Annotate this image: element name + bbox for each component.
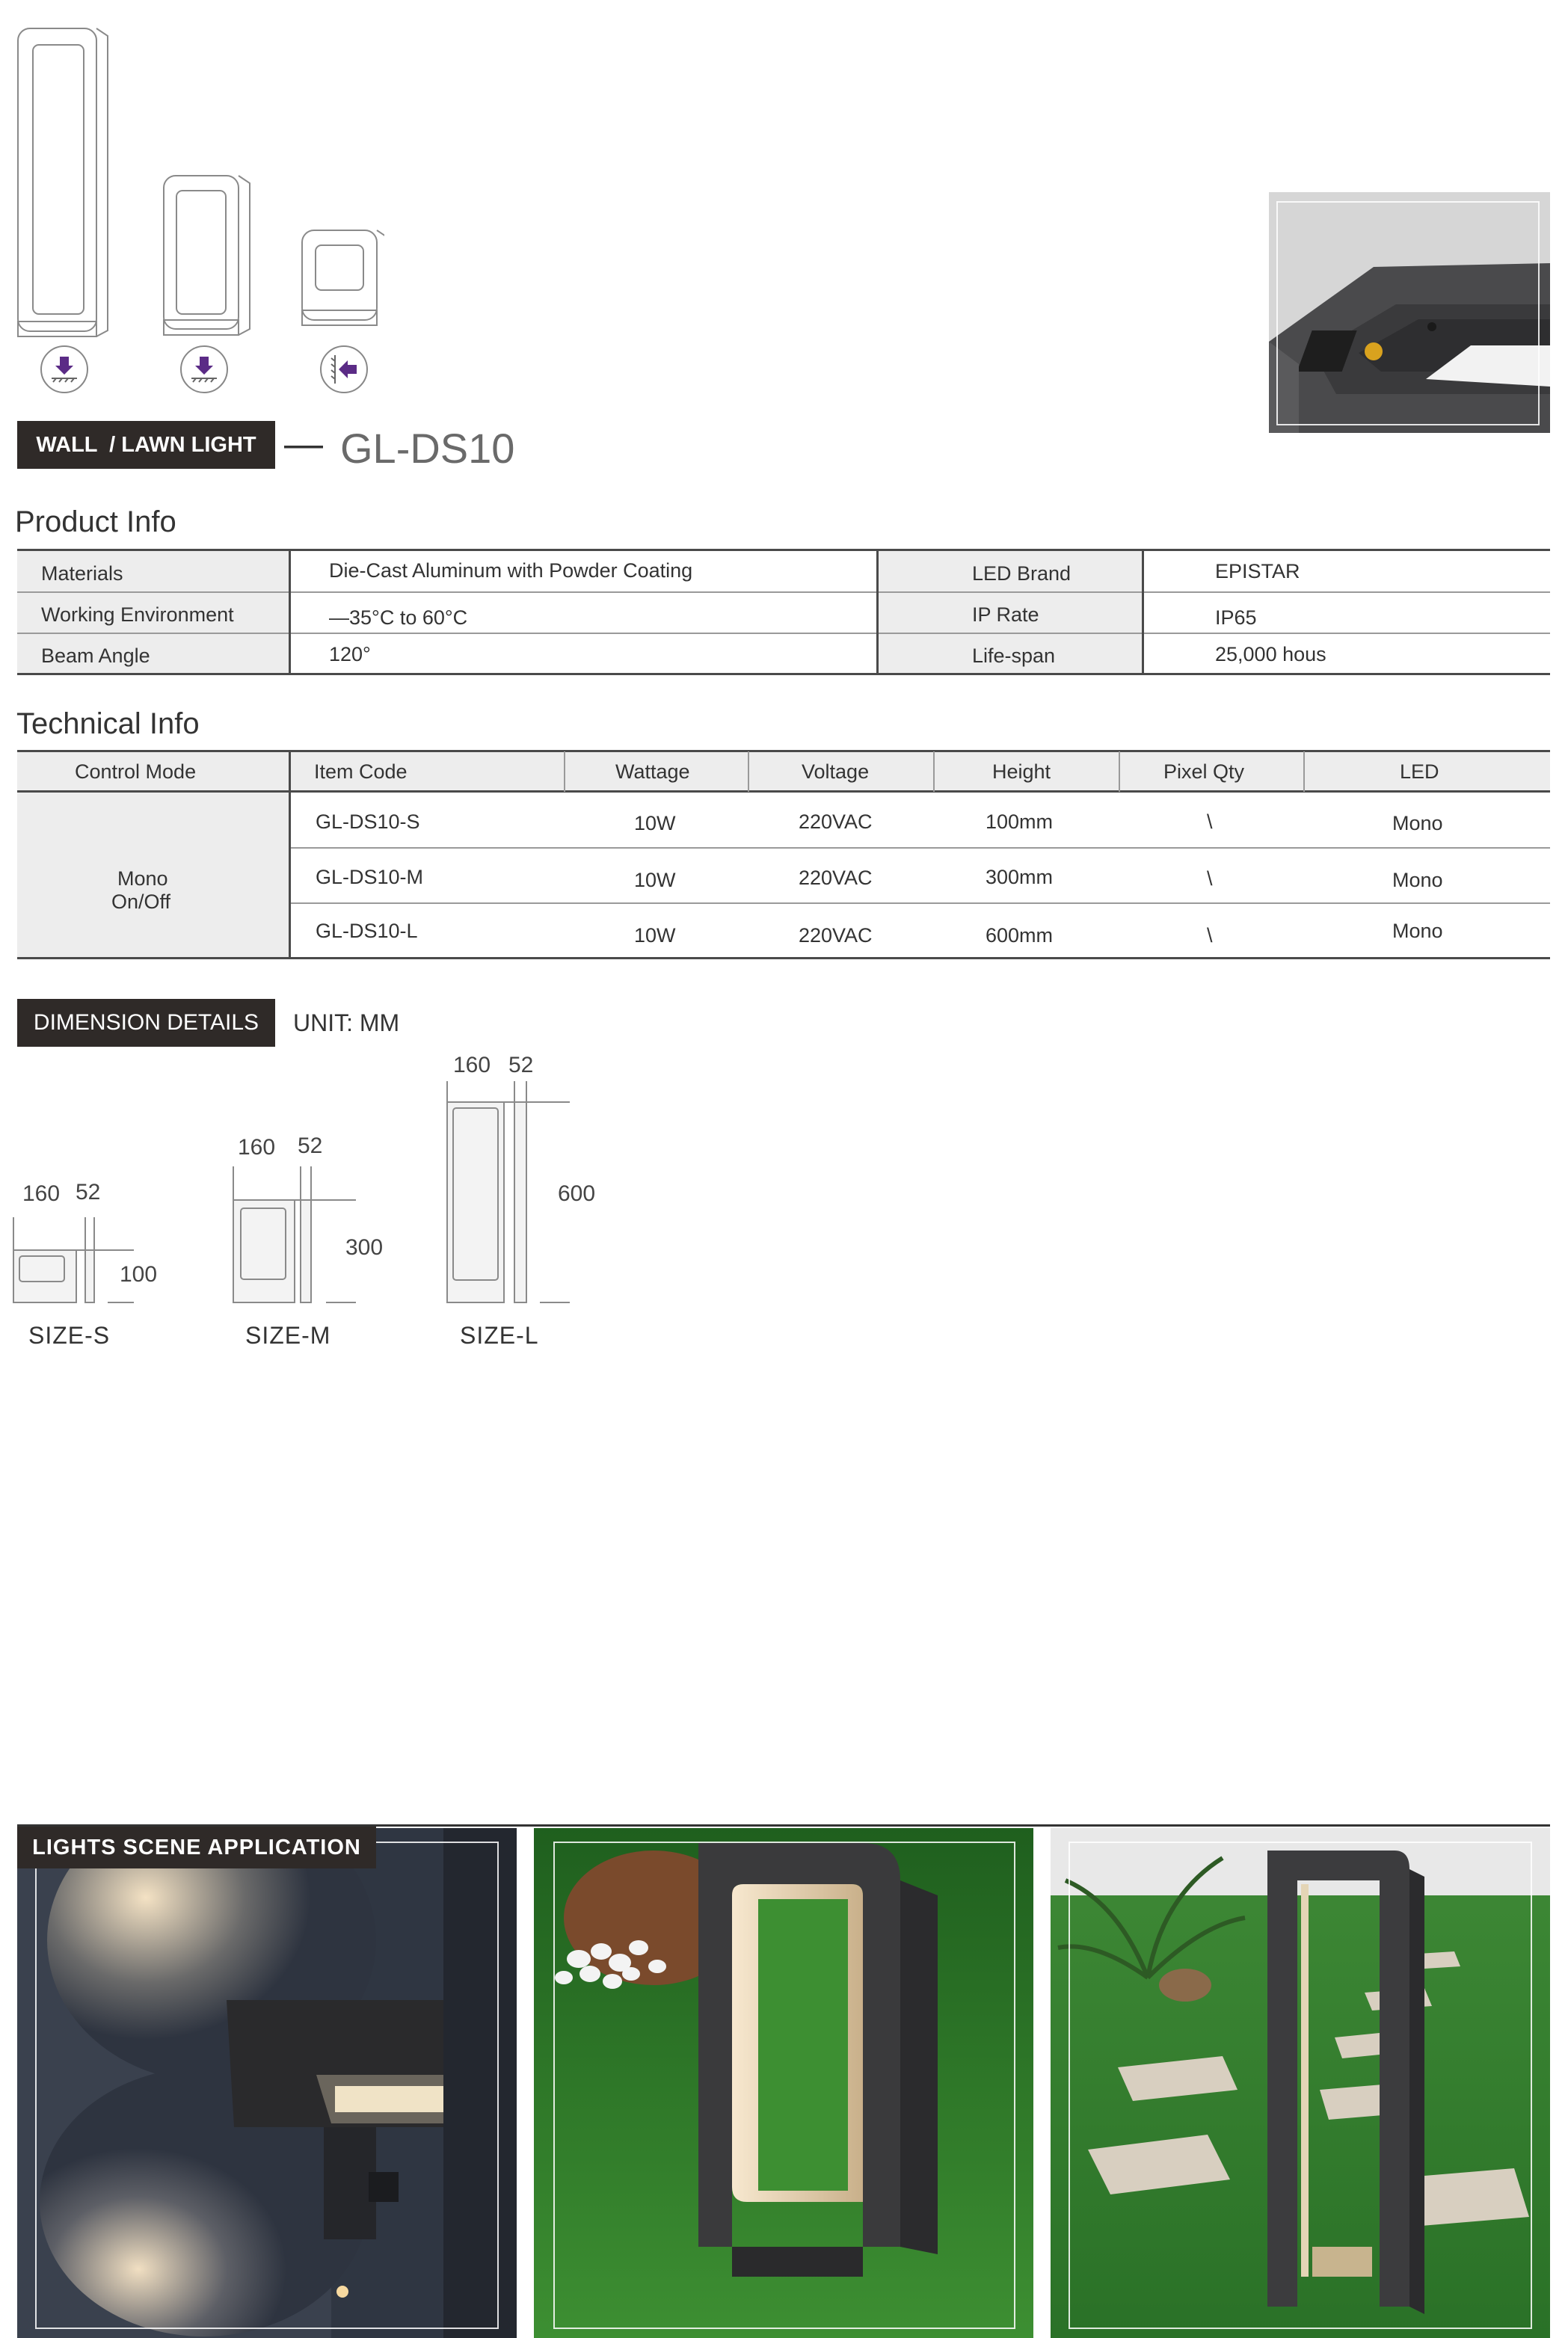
floor-mount-icon (179, 345, 229, 394)
led-brand-value: EPISTAR (1215, 560, 1300, 582)
size-m-width: 160 (238, 1135, 276, 1160)
product-info-title: Product Info (15, 505, 176, 538)
led-cell: Mono (1392, 920, 1443, 942)
voltage-cell: 220VAC (799, 867, 873, 889)
wall-mount-icon (319, 345, 369, 394)
height-cell: 300mm (986, 866, 1054, 888)
header-wattage: Wattage (615, 760, 690, 783)
category-label: WALL / LAWN LIGHT (17, 421, 275, 469)
dimension-label: DIMENSION DETAILS (17, 999, 275, 1047)
led-brand-label: LED Brand (972, 562, 1072, 585)
size-s-width: 160 (22, 1181, 61, 1206)
table-divider (289, 550, 291, 674)
ip-rate-value: IP65 (1215, 606, 1257, 629)
scene-photo-wall (17, 1828, 517, 2338)
model-title: GL-DS10 (340, 425, 515, 472)
wattage-cell: 10W (634, 869, 676, 891)
ip-rate-label: IP Rate (972, 603, 1039, 626)
size-l-width: 160 (453, 1053, 491, 1077)
pixel-qty-cell: \ (1207, 867, 1213, 890)
item-code-cell: GL-DS10-L (316, 920, 418, 942)
header-pixel-qty: Pixel Qty (1163, 760, 1245, 783)
life-span-label: Life-span (972, 645, 1056, 667)
voltage-cell: 220VAC (799, 810, 873, 833)
height-cell: 600mm (986, 924, 1054, 947)
scene-label: LIGHTS SCENE APPLICATION (17, 1827, 376, 1868)
height-cell: 100mm (986, 810, 1054, 833)
table-divider (1303, 751, 1305, 792)
table-rule (17, 673, 1550, 675)
size-s-depth: 52 (76, 1180, 101, 1205)
size-m-drawing (229, 1159, 371, 1308)
table-divider (748, 751, 749, 792)
item-code-cell: GL-DS10-M (316, 866, 424, 888)
size-l-drawing (443, 1077, 577, 1308)
size-l-name: SIZE-L (460, 1322, 539, 1349)
header-voltage: Voltage (802, 760, 870, 783)
beam-angle-value: 120° (329, 643, 371, 665)
unit-label: UNIT: MM (293, 1009, 400, 1036)
table-divider (876, 550, 879, 674)
working-environment-value: —35°C to 60°C (329, 606, 468, 629)
table-rule (289, 902, 1550, 904)
header-height: Height (992, 760, 1051, 783)
header-control-mode: Control Mode (75, 760, 197, 783)
led-cell: Mono (1392, 869, 1443, 891)
pixel-qty-cell: \ (1207, 924, 1213, 947)
item-code-cell: GL-DS10-S (316, 810, 420, 833)
table-rule (17, 549, 1550, 551)
header-item-code: Item Code (314, 760, 408, 783)
table-rule (17, 957, 1550, 959)
size-m-name: SIZE-M (245, 1322, 331, 1349)
technical-header-row (17, 751, 1550, 792)
pixel-qty-cell: \ (1207, 810, 1213, 833)
size-s-name: SIZE-S (28, 1322, 111, 1349)
scene-photo-lawn-tall (1051, 1828, 1550, 2338)
size-s-drawing (10, 1211, 145, 1308)
voltage-cell: 220VAC (799, 924, 873, 947)
working-environment-label: Working Environment (41, 603, 234, 626)
beam-angle-label: Beam Angle (41, 645, 150, 667)
size-l-depth: 52 (508, 1053, 534, 1077)
control-mode-value: Mono (117, 867, 168, 890)
materials-label: Materials (41, 562, 123, 585)
size-l-height: 600 (558, 1181, 596, 1206)
led-cell: Mono (1392, 812, 1443, 834)
table-divider (1119, 751, 1120, 792)
table-divider (564, 751, 565, 792)
table-divider (289, 751, 291, 959)
table-rule (17, 790, 1550, 793)
table-divider (933, 751, 935, 792)
table-rule (17, 591, 1550, 593)
floor-mount-icon (40, 345, 89, 394)
photo-frame (553, 1842, 1015, 2329)
table-rule (17, 633, 1550, 634)
table-divider (1142, 550, 1144, 674)
table-rule (17, 750, 1550, 752)
size-m-depth: 52 (298, 1133, 323, 1158)
photo-frame (35, 1842, 499, 2329)
wattage-cell: 10W (634, 924, 676, 947)
control-mode-value: On/Off (111, 890, 171, 913)
materials-value: Die-Cast Aluminum with Powder Coating (329, 559, 693, 582)
header-dash: — (284, 422, 323, 466)
wattage-cell: 10W (634, 812, 676, 834)
scene-photo-lawn-medium (534, 1828, 1033, 2338)
size-m-height: 300 (345, 1235, 384, 1260)
photo-frame (1276, 201, 1540, 425)
table-rule (289, 847, 1550, 849)
header-led: LED (1400, 760, 1439, 783)
technical-info-title: Technical Info (16, 707, 200, 740)
photo-frame (1069, 1842, 1532, 2329)
size-s-height: 100 (120, 1262, 158, 1287)
product-closeup-photo (1269, 192, 1550, 433)
life-span-value: 25,000 hous (1215, 643, 1326, 665)
